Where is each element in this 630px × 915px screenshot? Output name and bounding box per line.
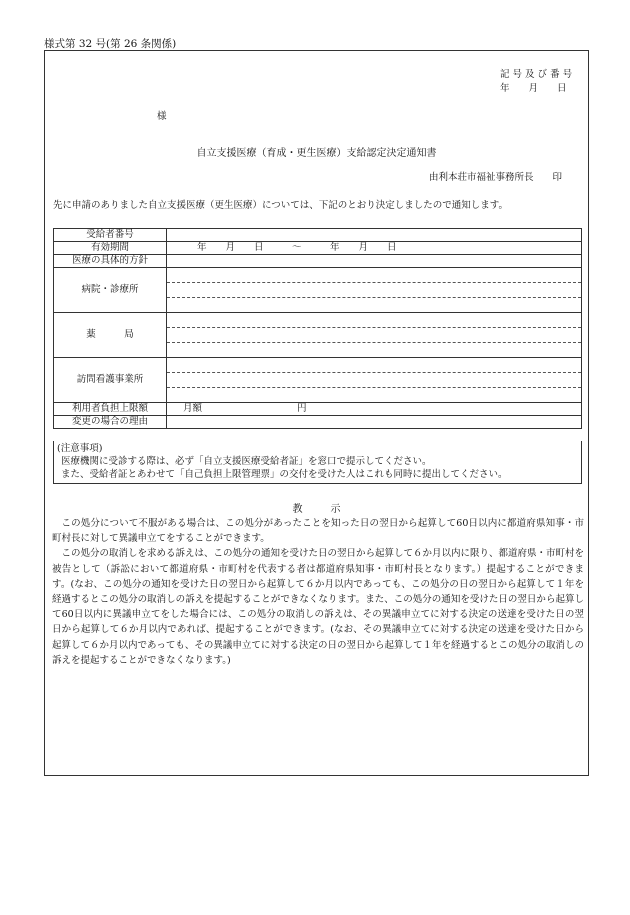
table-row xyxy=(54,268,582,313)
recipient-number-value xyxy=(167,229,582,242)
instruction-body xyxy=(52,516,584,668)
notes-line-2: また、受給者証とあわせて「自己負担上限管理票」の交付を受けた人はこれも同時に提出してください。 xyxy=(61,469,508,480)
plan-value xyxy=(167,255,582,268)
intro-text: 先に申請のありました自立支援医療（更生医療）については、下記のとおり決定しましたので通知します。 xyxy=(53,200,509,211)
instruction-paragraph-1: この処分について不服がある場合は、この処分があったことを知った日の翌日から起算して60日以内に都道府県知事・市町村長に対して異議申立てをすることができます。 xyxy=(52,518,584,545)
limit-value: 月額 円 xyxy=(167,403,582,416)
table-row xyxy=(54,403,582,416)
change-reason-value xyxy=(167,416,582,429)
issuer: 由利本荘市福祉事務所長 印 xyxy=(428,172,562,183)
document-frame xyxy=(44,50,589,776)
change-reason-label: 変更の場合の理由 xyxy=(54,416,167,429)
pharmacy-label: 薬 局 xyxy=(54,313,167,358)
notes-line-1: 医療機関に受診する際は、必ず「自立支援医療受給者証」を窓口で提示してください。 xyxy=(61,456,432,467)
instruction-paragraph-2: この処分の取消しを求める訴えは、この処分の通知を受けた日の翌日から起算して６か月以内に限り、都道府県・市町村を被告として（訴訟において都道府県・市町村を代表する者は都道府県知事・市町村長となります。）提起することができます。(なお、この処分の通知を受けた日の翌日から起算して６か月以内であっても、この処分の日の翌日から起算して１年を経過するとこの処分の取消しの訴えを提起することができなくなります。また、この処分の通知を受けた日の翌日から起算して60日以内に異議申立てをした場合には、この処分の取消しの訴えは、その異議申立てに対する決定の送達を受けた日の翌日から起算して６か月以内であれば、提起することができます。(なお、その異議申立てに対する決定の送達を受けた日から起算して６か月以内であっても、その異議申立てに対する決定の日の翌日から起算して１年を経過するとこの処分の取消しの訴えを提起することができなくなります。) xyxy=(52,548,585,666)
form-number: 様式第 32 号(第 26 条関係) xyxy=(44,38,177,50)
notes-box xyxy=(53,441,582,484)
table-row xyxy=(54,313,582,358)
code-number-label: 記 号 及 び 番 号 xyxy=(500,69,573,80)
nursing-label: 訪問看護事業所 xyxy=(54,358,167,403)
validity-value: 年 月 日 ～ 年 月 日 xyxy=(167,242,582,255)
certificate-table xyxy=(53,228,582,429)
limit-label: 利用者負担上限額 xyxy=(54,403,167,416)
instruction-heading: 教示 xyxy=(292,504,369,515)
recipient-number-label: 受給者番号 xyxy=(54,229,167,242)
document-title: 自立支援医療（育成・更生医療）支給認定決定通知書 xyxy=(196,148,437,159)
notes-heading: (注意事項) xyxy=(57,443,103,454)
hospital-value xyxy=(167,268,582,313)
date-label: 年 月 日 xyxy=(500,83,567,94)
recipient-suffix: 様 xyxy=(157,111,167,122)
table-row xyxy=(54,358,582,403)
table-row xyxy=(54,229,582,242)
hospital-label: 病院・診療所 xyxy=(54,268,167,313)
nursing-value xyxy=(167,358,582,403)
table-row xyxy=(54,255,582,268)
pharmacy-value xyxy=(167,313,582,358)
validity-label: 有効期間 xyxy=(54,242,167,255)
table-row xyxy=(54,416,582,429)
plan-label: 医療の具体的方針 xyxy=(54,255,167,268)
table-row xyxy=(54,242,582,255)
